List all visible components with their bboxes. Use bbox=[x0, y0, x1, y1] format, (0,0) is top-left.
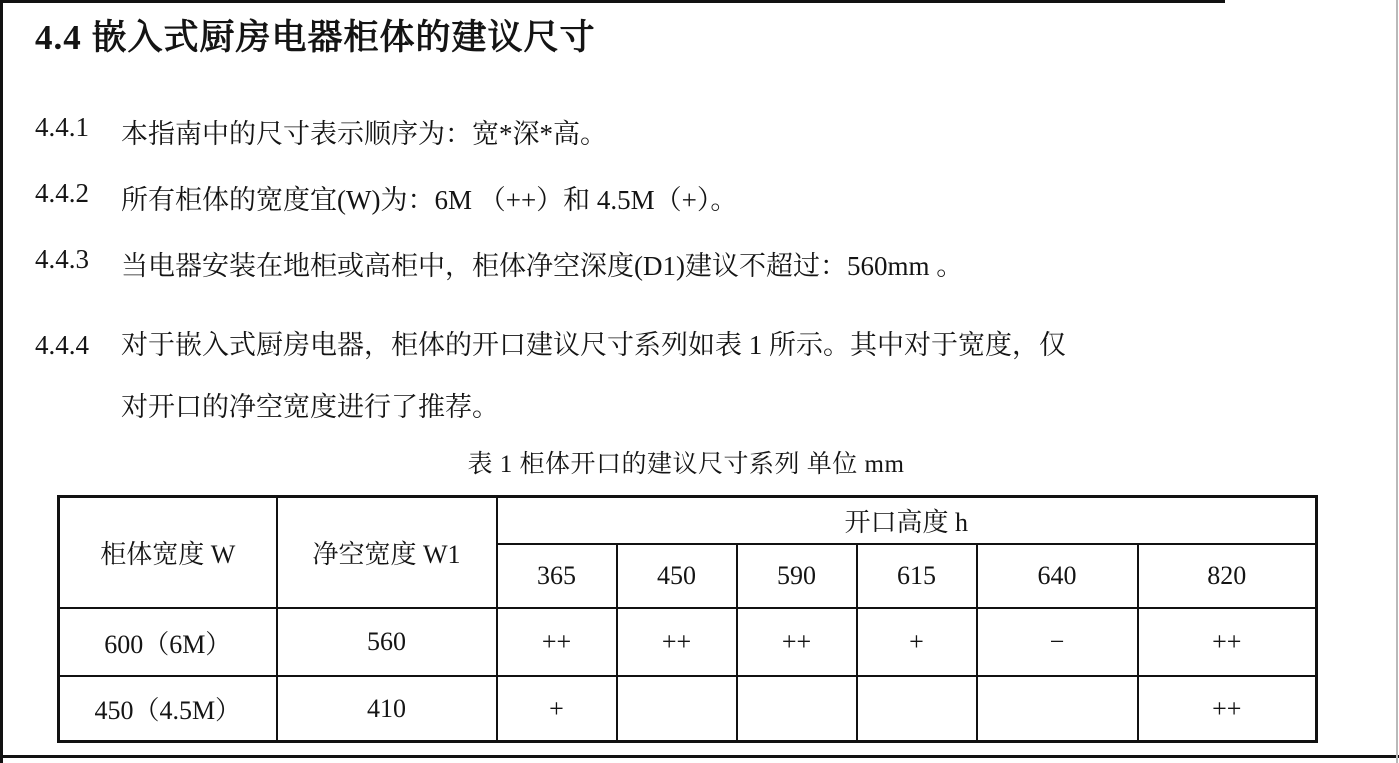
clause-text bbox=[121, 314, 1066, 438]
section-heading: 4.4 嵌入式厨房电器柜体的建议尺寸 bbox=[35, 18, 596, 57]
cell-rating bbox=[737, 676, 857, 742]
clause-number: 4.4.3 bbox=[35, 244, 89, 274]
header-height-value: 640 bbox=[977, 544, 1138, 608]
cell-cabinet-width: 450（4.5M） bbox=[59, 676, 277, 742]
cell-rating: ++ bbox=[497, 608, 617, 676]
clause-4-4-3 bbox=[35, 244, 963, 283]
header-cabinet-width: 柜体宽度 W bbox=[59, 497, 277, 609]
clause-text: 所有柜体的宽度宜(W)为：6M （++）和 4.5M（+）。 bbox=[121, 185, 738, 215]
header-opening-height: 开口高度 h bbox=[497, 497, 1317, 545]
page-border-top bbox=[0, 0, 1225, 3]
table-header-row-1 bbox=[59, 497, 1317, 545]
cell-cabinet-width: 600（6M） bbox=[59, 608, 277, 676]
page-border-left bbox=[0, 0, 3, 763]
clause-number: 4.4.2 bbox=[35, 178, 89, 208]
cell-rating bbox=[977, 676, 1138, 742]
clause-text-line-1: 对于嵌入式厨房电器，柜体的开口建议尺寸系列如表 1 所示。其中对于宽度，仅 bbox=[121, 330, 1066, 360]
clause-4-4-1 bbox=[35, 112, 607, 151]
table-row bbox=[59, 676, 1317, 742]
cell-rating: + bbox=[857, 608, 977, 676]
page-border-bottom bbox=[0, 755, 1399, 758]
clause-4-4-4 bbox=[35, 314, 1066, 438]
cell-rating: − bbox=[977, 608, 1138, 676]
clause-4-4-2 bbox=[35, 178, 737, 217]
header-height-value: 820 bbox=[1138, 544, 1317, 608]
cell-rating: ++ bbox=[617, 608, 737, 676]
header-clear-width: 净空宽度 W1 bbox=[277, 497, 497, 609]
header-height-value: 615 bbox=[857, 544, 977, 608]
header-height-value: 450 bbox=[617, 544, 737, 608]
cell-rating: ++ bbox=[737, 608, 857, 676]
header-height-value: 365 bbox=[497, 544, 617, 608]
header-height-value: 590 bbox=[737, 544, 857, 608]
clause-number: 4.4.1 bbox=[35, 112, 89, 142]
table-row bbox=[59, 608, 1317, 676]
cell-rating bbox=[617, 676, 737, 742]
table-caption: 表 1 柜体开口的建议尺寸系列 单位 mm bbox=[467, 451, 905, 478]
cell-clear-width: 560 bbox=[277, 608, 497, 676]
cell-rating: ++ bbox=[1138, 676, 1317, 742]
clause-text: 当电器安装在地柜或高柜中，柜体净空深度(D1)建议不超过：560mm 。 bbox=[121, 251, 964, 281]
clause-number: 4.4.4 bbox=[35, 330, 89, 360]
clause-text-line-2: 对开口的净空宽度进行了推荐。 bbox=[121, 392, 499, 422]
cell-rating: + bbox=[497, 676, 617, 742]
spec-table bbox=[57, 495, 1318, 743]
cell-clear-width: 410 bbox=[277, 676, 497, 742]
cell-rating bbox=[857, 676, 977, 742]
page-border-right bbox=[1396, 0, 1398, 763]
cell-rating: ++ bbox=[1138, 608, 1317, 676]
clause-text: 本指南中的尺寸表示顺序为：宽*深*高。 bbox=[121, 119, 607, 149]
